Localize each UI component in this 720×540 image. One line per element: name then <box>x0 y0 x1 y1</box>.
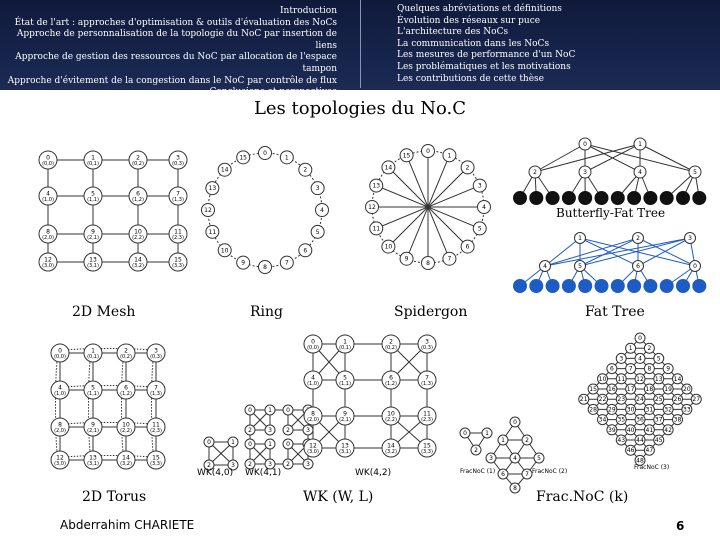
node-label: 6 <box>501 471 505 478</box>
outline-subitem[interactable]: Quelques abréviations et définitions <box>397 4 562 14</box>
node-label: 2 <box>525 437 529 444</box>
node-label: 9 <box>91 421 95 429</box>
node-label: 0 <box>263 150 267 157</box>
node-label: 13 <box>89 454 97 462</box>
node-label: 9 <box>666 365 671 373</box>
node-label: 11 <box>174 228 182 236</box>
node-coord: (3,1) <box>339 449 351 455</box>
node-label: 0 <box>583 141 587 148</box>
node-label: 4 <box>311 374 315 382</box>
node-label: 7 <box>447 255 452 263</box>
node-label: 2 <box>248 461 252 468</box>
node-label: 9 <box>91 228 95 236</box>
node-label: 33 <box>683 406 691 414</box>
node-label: 13 <box>89 256 97 264</box>
node-label: 47 <box>645 447 654 455</box>
node-label: 14 <box>384 164 393 172</box>
processing-element <box>660 280 673 293</box>
node-coord: (0,0) <box>42 161 54 167</box>
node-label: 46 <box>626 447 635 455</box>
node-label: 6 <box>609 365 614 373</box>
node-coord: (0,2) <box>132 161 144 167</box>
processing-element <box>530 280 543 293</box>
footer-author: Abderrahim CHARIETE <box>60 518 195 532</box>
node-label: 6 <box>465 243 470 251</box>
node-coord: (1,3) <box>421 381 433 387</box>
node-label: 2 <box>647 345 652 353</box>
caption-wk42: WK(4,2) <box>355 468 392 478</box>
outline-subitem[interactable]: Les problématiques et les motivations <box>397 61 571 72</box>
mesh-diagram <box>38 150 188 268</box>
caption-wk41: WK(4,1) <box>245 468 282 478</box>
node-label: 7 <box>284 259 289 267</box>
processing-element <box>562 192 575 205</box>
caption-wk: WK (W, L) <box>303 489 374 505</box>
node-label: 35 <box>617 416 626 424</box>
node-label: 5 <box>91 190 95 198</box>
node-coord: (2,3) <box>150 428 162 434</box>
caption-frac1: FracNoC (1) <box>460 468 496 475</box>
node-label: 5 <box>537 455 541 462</box>
node-label: 14 <box>673 375 682 383</box>
node-label: 40 <box>626 426 635 434</box>
node-coord: (0,3) <box>172 161 184 167</box>
node-label: 3 <box>268 461 272 468</box>
node-label: 8 <box>513 485 517 492</box>
node-label: 2 <box>533 169 537 176</box>
node-label: 3 <box>619 355 624 363</box>
node-label: 0 <box>426 148 430 155</box>
node-label: 1 <box>91 154 95 162</box>
node-label: 30 <box>626 406 635 414</box>
node-label: 2 <box>636 235 640 242</box>
node-label: 2 <box>474 447 478 454</box>
node-coord: (0,2) <box>385 345 397 351</box>
node-coord: (1,2) <box>385 381 397 387</box>
node-label: 2 <box>124 347 128 355</box>
node-label: 15 <box>174 256 182 264</box>
node-label: 2 <box>207 462 211 469</box>
processing-element <box>562 280 575 293</box>
node-label: 32 <box>664 406 672 414</box>
node-label: 7 <box>525 471 529 478</box>
node-label: 4 <box>320 207 324 214</box>
caption-wk40: WK(4,0) <box>197 468 234 478</box>
processing-element <box>514 192 527 205</box>
node-label: 0 <box>58 347 62 355</box>
node-coord: (1,2) <box>132 197 144 203</box>
node-label: 27 <box>692 396 701 404</box>
node-label: 8 <box>46 228 50 236</box>
node-coord: (2,0) <box>42 235 54 241</box>
outline-subitem[interactable]: Les mesures de performance d'un NoC <box>397 50 576 61</box>
node-label: 6 <box>389 374 393 382</box>
page-number: 6 <box>676 519 685 533</box>
node-label: 0 <box>248 441 252 448</box>
wrap-link <box>58 386 157 391</box>
node-coord: (2,2) <box>120 428 132 434</box>
node-label: 2 <box>286 461 290 468</box>
node-coord: (3,0) <box>54 461 66 467</box>
node-label: 17 <box>626 386 635 393</box>
processing-element <box>579 280 592 293</box>
node-label: 25 <box>654 396 663 404</box>
caption-fat-tree: Fat Tree <box>585 304 645 320</box>
node-label: 48 <box>636 457 644 465</box>
node-coord: (0,3) <box>150 354 162 360</box>
outline-subitem[interactable]: Les contributions de cette thèse <box>397 73 545 84</box>
node-label: 3 <box>154 347 158 355</box>
node-label: 10 <box>122 421 130 429</box>
node-label: 43 <box>617 437 626 444</box>
node-label: 3 <box>268 427 272 434</box>
node-label: 1 <box>284 154 289 162</box>
node-label: 8 <box>263 264 267 271</box>
node-coord: (0,2) <box>120 354 132 360</box>
node-label: 6 <box>636 263 640 270</box>
processing-element <box>677 192 690 205</box>
node-label: 10 <box>387 410 395 418</box>
node-label: 14 <box>122 454 130 462</box>
node-label: 5 <box>315 228 320 236</box>
node-label: 14 <box>134 256 142 264</box>
node-coord: (2,3) <box>421 417 433 423</box>
node-label: 4 <box>513 455 517 462</box>
caption-frac2: FracNoC (2) <box>532 468 568 475</box>
node-coord: (3,1) <box>87 263 99 269</box>
caption-frac3: FracNoC (3) <box>634 464 670 471</box>
slide-title: Les topologies du No.C <box>253 98 467 119</box>
node-label: 39 <box>608 426 616 434</box>
node-coord: (2,2) <box>385 417 397 423</box>
node-label: 13 <box>654 375 663 383</box>
node-label: 4 <box>58 384 62 392</box>
node-label: 14 <box>220 166 229 174</box>
processing-element <box>611 280 624 293</box>
node-label: 42 <box>664 426 672 434</box>
node-label: 5 <box>693 169 697 176</box>
link <box>640 144 695 172</box>
node-label: 3 <box>688 235 692 242</box>
node-label: 13 <box>341 442 349 450</box>
node-label: 12 <box>44 256 52 264</box>
node-coord: (1,2) <box>120 391 132 397</box>
wrap-link <box>58 456 157 461</box>
node-coord: (3,1) <box>87 461 99 467</box>
processing-element <box>677 280 690 293</box>
node-label: 15 <box>402 152 411 160</box>
node-label: 6 <box>124 384 128 392</box>
processing-element <box>579 192 592 205</box>
node-label: 37 <box>654 416 663 424</box>
node-coord: (1,1) <box>87 197 99 203</box>
outline-subitem[interactable]: La communication dans les NoCs <box>397 38 550 49</box>
node-label: 4 <box>543 263 547 270</box>
node-label: 41 <box>645 426 654 434</box>
processing-element <box>595 280 608 293</box>
node-coord: (1,0) <box>307 381 319 387</box>
node-label: 2 <box>303 166 308 174</box>
processing-element <box>546 192 559 205</box>
processing-element <box>546 280 559 293</box>
outline-subitem[interactable]: L'architecture des NoCs <box>397 27 509 38</box>
processing-element <box>693 192 706 205</box>
node-label: 0 <box>46 154 50 162</box>
node-label: 8 <box>426 260 430 267</box>
node-coord: (3,3) <box>172 263 184 269</box>
node-coord: (0,1) <box>339 345 351 351</box>
node-label: 8 <box>647 365 652 373</box>
processing-element <box>514 280 527 293</box>
node-label: 0 <box>638 335 642 342</box>
node-label: 1 <box>447 152 452 160</box>
node-label: 11 <box>617 375 626 383</box>
node-coord: (3,3) <box>421 449 433 455</box>
header-divider <box>360 0 361 88</box>
node-label: 15 <box>152 454 160 462</box>
node-coord: (2,1) <box>339 417 351 423</box>
node-label: 5 <box>343 374 347 382</box>
node-label: 6 <box>136 190 140 198</box>
outline-right <box>397 4 717 85</box>
node-label: 10 <box>220 247 229 255</box>
outline-left <box>0 6 337 99</box>
node-coord: (2,3) <box>172 235 184 241</box>
node-label: 1 <box>628 345 633 353</box>
node-label: 2 <box>389 338 393 346</box>
node-label: 1 <box>578 235 582 242</box>
processing-element <box>644 192 657 205</box>
node-coord: (3,2) <box>385 449 397 455</box>
caption-butterfly-fat-tree: Butterfly-Fat Tree <box>556 206 666 220</box>
node-label: 5 <box>477 225 482 233</box>
node-label: 12 <box>204 207 212 214</box>
processing-element <box>595 192 608 205</box>
butterfly-fat-tree-diagram <box>510 228 715 293</box>
node-label: 16 <box>608 386 616 393</box>
node-label: 20 <box>683 386 691 393</box>
node-label: 0 <box>513 419 517 426</box>
node-label: 6 <box>303 247 308 255</box>
processing-element <box>693 280 706 293</box>
node-label: 1 <box>638 141 642 148</box>
node-label: 10 <box>134 228 142 236</box>
caption-spidergon: Spidergon <box>394 304 468 320</box>
node-label: 0 <box>463 430 467 437</box>
node-coord: (3,2) <box>120 461 132 467</box>
outline-item[interactable]: Approche de gestion des ressources du NoC par allocation de l'espace tampon <box>15 52 337 74</box>
node-label: 8 <box>58 421 62 429</box>
node-label: 1 <box>268 441 272 448</box>
fat-tree-diagram <box>510 132 715 207</box>
link <box>545 238 690 266</box>
node-label: 7 <box>176 190 180 198</box>
node-label: 23 <box>617 396 626 404</box>
node-label: 1 <box>91 347 95 355</box>
node-label: 13 <box>372 182 381 190</box>
node-coord: (1,1) <box>339 381 351 387</box>
spidergon-diagram <box>350 145 510 275</box>
node-label: 45 <box>654 437 663 444</box>
node-coord: (1,1) <box>87 391 99 397</box>
node-label: 4 <box>46 190 50 198</box>
caption-fracnoc: Frac.NoC (k) <box>536 489 629 505</box>
processing-element <box>644 280 657 293</box>
node-label: 3 <box>315 185 320 193</box>
node-coord: (2,1) <box>87 235 99 241</box>
node-label: 21 <box>579 396 588 404</box>
node-label: 0 <box>286 441 290 448</box>
node-label: 15 <box>423 442 431 450</box>
ring-diagram <box>195 145 335 275</box>
header-bar <box>0 0 720 98</box>
node-label: 8 <box>311 410 315 418</box>
node-label: 11 <box>152 421 160 429</box>
wrap-link <box>56 352 61 461</box>
node-label: 3 <box>231 462 235 469</box>
node-label: 1 <box>268 407 272 414</box>
node-label: 3 <box>176 154 180 162</box>
node-label: 3 <box>306 427 310 434</box>
node-coord: (3,0) <box>307 449 319 455</box>
node-label: 2 <box>248 427 252 434</box>
node-label: 1 <box>343 338 347 346</box>
node-label: 9 <box>404 255 409 263</box>
node-coord: (2,0) <box>54 428 66 434</box>
node-label: 24 <box>636 396 644 404</box>
node-label: 4 <box>482 204 486 211</box>
node-coord: (2,1) <box>87 428 99 434</box>
wrap-link <box>89 352 94 461</box>
node-label: 5 <box>91 384 95 392</box>
node-label: 3 <box>477 182 482 190</box>
node-label: 7 <box>425 374 429 382</box>
node-label: 2 <box>286 427 290 434</box>
node-coord: (0,0) <box>54 354 66 360</box>
node-coord: (1,3) <box>172 197 184 203</box>
node-label: 28 <box>589 406 597 414</box>
node-label: 14 <box>387 442 395 450</box>
outline-item[interactable]: Conclusions et perspectives <box>209 87 337 98</box>
node-label: 11 <box>208 228 217 236</box>
node-label: 0 <box>207 439 211 446</box>
node-label: 31 <box>645 406 654 414</box>
node-label: 22 <box>598 396 607 404</box>
processing-element <box>611 192 624 205</box>
node-label: 5 <box>656 355 661 363</box>
node-label: 4 <box>638 169 642 176</box>
node-coord: (3,0) <box>42 263 54 269</box>
node-label: 34 <box>598 416 607 424</box>
link <box>535 144 585 172</box>
node-label: 3 <box>583 169 587 176</box>
node-label: 26 <box>673 396 682 404</box>
node-label: 3 <box>306 461 310 468</box>
node-label: 7 <box>628 365 633 373</box>
node-label: 36 <box>636 416 644 424</box>
node-label: 18 <box>645 386 654 393</box>
node-label: 15 <box>239 154 248 162</box>
node-label: 3 <box>489 455 493 462</box>
node-label: 15 <box>589 386 597 393</box>
processing-element <box>660 192 673 205</box>
node-label: 10 <box>384 243 393 251</box>
node-label: 9 <box>241 259 246 267</box>
wrap-link <box>58 349 157 354</box>
node-label: 1 <box>231 439 235 446</box>
wk-diagram <box>195 330 455 475</box>
node-coord: (2,0) <box>307 417 319 423</box>
node-coord: (0,3) <box>421 345 433 351</box>
outline-item[interactable]: État de l'art : approches d'optimisation & outils d'évaluation des NoCs <box>14 17 337 28</box>
node-coord: (3,2) <box>132 263 144 269</box>
node-coord: (1,0) <box>54 391 66 397</box>
node-label: 4 <box>638 355 642 363</box>
node-label: 0 <box>693 263 697 270</box>
node-label: 3 <box>425 338 429 346</box>
outline-item[interactable]: Introduction <box>280 6 337 16</box>
node-label: 29 <box>608 406 616 414</box>
node-label: 2 <box>465 164 470 172</box>
processing-element <box>628 192 641 205</box>
node-label: 13 <box>208 185 217 193</box>
node-label: 10 <box>598 375 607 383</box>
node-label: 1 <box>485 430 489 437</box>
wrap-link <box>58 423 157 428</box>
wrap-link <box>152 352 157 461</box>
node-label: 0 <box>311 338 315 346</box>
node-label: 11 <box>372 225 381 233</box>
node-coord: (0,1) <box>87 161 99 167</box>
node-coord: (2,2) <box>132 235 144 241</box>
node-coord: (0,1) <box>87 354 99 360</box>
caption-2d-torus: 2D Torus <box>82 489 147 505</box>
node-label: 38 <box>673 416 682 424</box>
node-label: 12 <box>56 454 64 462</box>
node-label: 0 <box>286 407 290 414</box>
wrap-link <box>122 352 127 461</box>
processing-element <box>530 192 543 205</box>
node-label: 5 <box>578 263 582 270</box>
node-label: 1 <box>501 437 505 444</box>
node-label: 44 <box>636 437 644 444</box>
node-label: 12 <box>368 204 376 211</box>
outline-subitem[interactable]: Évolution des réseaux sur puce <box>397 15 541 26</box>
node-label: 7 <box>154 384 158 392</box>
caption-2d-mesh: 2D Mesh <box>72 304 136 320</box>
outline-item[interactable]: Approche d'évitement de la congestion dans le NoC par contrôle de flux <box>7 75 337 86</box>
node-coord: (1,3) <box>150 391 162 397</box>
node-coord: (3,3) <box>150 461 162 467</box>
node-label: 2 <box>136 154 140 162</box>
node-coord: (0,0) <box>307 345 319 351</box>
link <box>545 238 638 266</box>
link <box>545 238 580 266</box>
outline-item[interactable]: Approche de personnalisation de la topologie du NoC par insertion de liens <box>16 29 337 51</box>
node-label: 12 <box>309 442 317 450</box>
node-label: 12 <box>636 375 644 383</box>
node-label: 9 <box>343 410 347 418</box>
processing-element <box>628 280 641 293</box>
node-label: 11 <box>423 410 431 418</box>
node-label: 0 <box>248 407 252 414</box>
caption-ring: Ring <box>250 304 283 320</box>
torus-diagram <box>38 335 173 475</box>
node-label: 19 <box>664 386 672 393</box>
node-coord: (1,0) <box>42 197 54 203</box>
